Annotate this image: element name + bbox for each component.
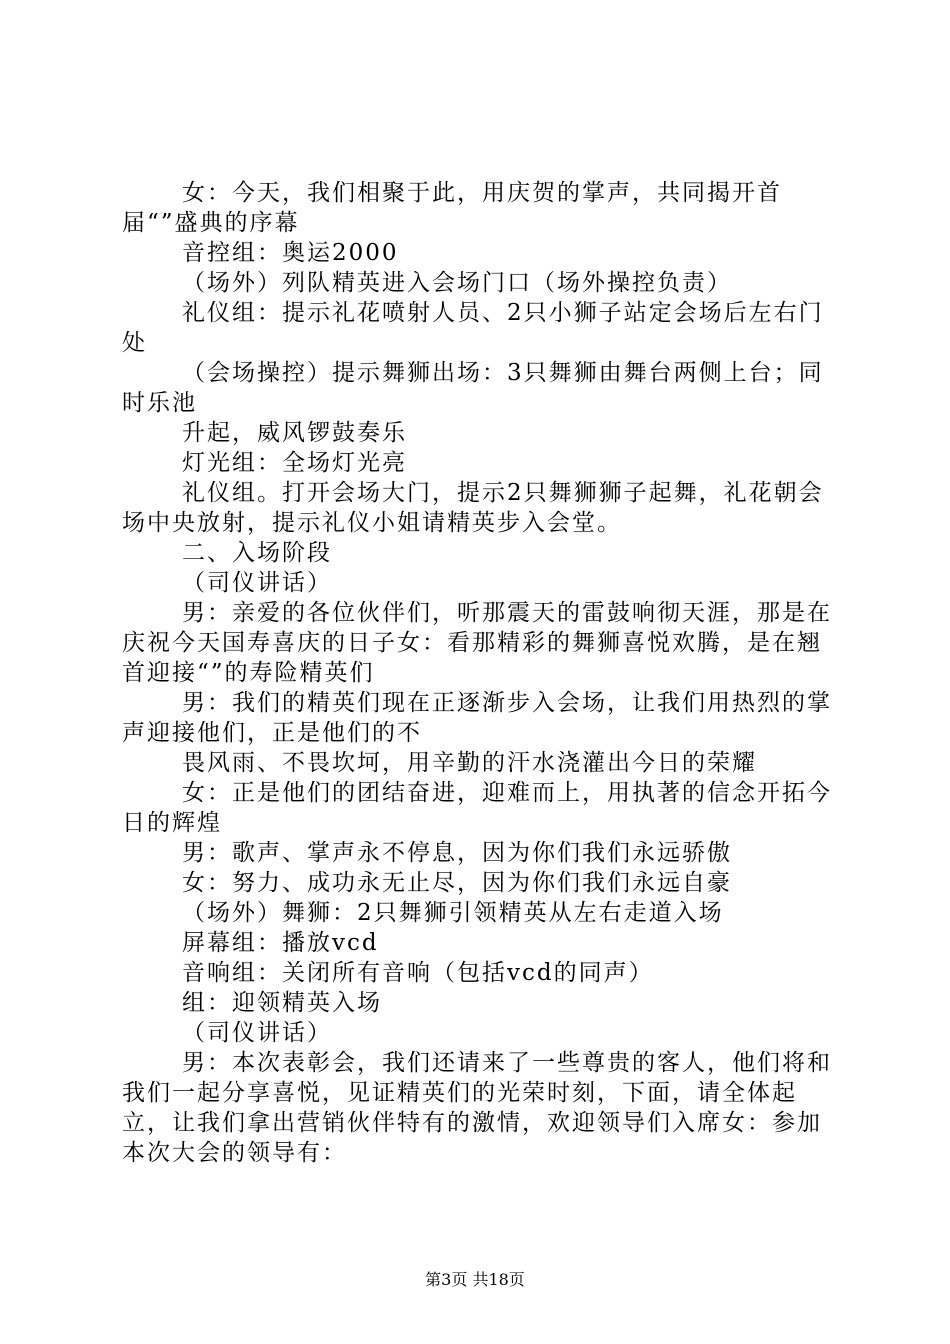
paragraph: 男：歌声、掌声永不停息，因为你们我们永远骄傲 bbox=[182, 840, 732, 866]
paragraph: 男：本次表彰会，我们还请来了一些尊贵的客人，他们将和我们一起分享喜悦，见证精英们的光荣时刻，下面，请全体起立，让我们拿出营销伙伴特有的激情，欢迎领导们入席女：参加本次大会的领导有： bbox=[122, 1050, 832, 1166]
paragraph: 屏幕组：播放vcd bbox=[182, 930, 379, 956]
paragraph: 男：亲爱的各位伙伴们，听那震天的雷鼓响彻天涯，那是在庆祝今天国寿喜庆的日子女：看那精彩的舞狮喜悦欢腾，是在翘首迎接“”的寿险精英们 bbox=[122, 600, 832, 686]
paragraph: 灯光组：全场灯光亮 bbox=[182, 450, 407, 476]
section-heading: 二、入场阶段 bbox=[182, 540, 332, 566]
paragraph: 音响组：关闭所有音响（包括vcd的同声） bbox=[182, 960, 654, 986]
page-footer: 第3页 共18页 bbox=[425, 1270, 525, 1289]
paragraph: 畏风雨、不畏坎坷，用辛勤的汗水浇灌出今日的荣耀 bbox=[182, 750, 757, 776]
paragraph: 女：今天，我们相聚于此，用庆贺的掌声，共同揭开首届“”盛典的序幕 bbox=[122, 180, 782, 236]
paragraph: 组：迎领精英入场 bbox=[182, 990, 382, 1016]
paragraph: 女：努力、成功永无止尽，因为你们我们永远自豪 bbox=[182, 870, 732, 896]
paragraph: 礼仪组：提示礼花喷射人员、2只小狮子站定会场后左右门处 bbox=[122, 300, 824, 356]
paragraph: （场外）列队精英进入会场门口（场外操控负责） bbox=[182, 270, 732, 296]
paragraph: （司仪讲话） bbox=[182, 1020, 332, 1046]
paragraph: （会场操控）提示舞狮出场：3只舞狮由舞台两侧上台；同时乐池 bbox=[122, 360, 824, 416]
paragraph: 音控组：奥运2000 bbox=[182, 240, 399, 266]
paragraph: 女：正是他们的团结奋进，迎难而上，用执著的信念开拓今日的辉煌 bbox=[122, 780, 832, 836]
paragraph: 礼仪组。打开会场大门，提示2只舞狮狮子起舞，礼花朝会场中央放射，提示礼仪小姐请精英步入会堂。 bbox=[122, 480, 824, 536]
paragraph: 升起，威风锣鼓奏乐 bbox=[182, 420, 407, 446]
paragraph: （司仪讲话） bbox=[182, 570, 332, 596]
paragraph: （场外）舞狮：2只舞狮引领精英从左右走道入场 bbox=[182, 900, 724, 926]
paragraph: 男：我们的精英们现在正逐渐步入会场，让我们用热烈的掌声迎接他们，正是他们的不 bbox=[122, 690, 832, 746]
